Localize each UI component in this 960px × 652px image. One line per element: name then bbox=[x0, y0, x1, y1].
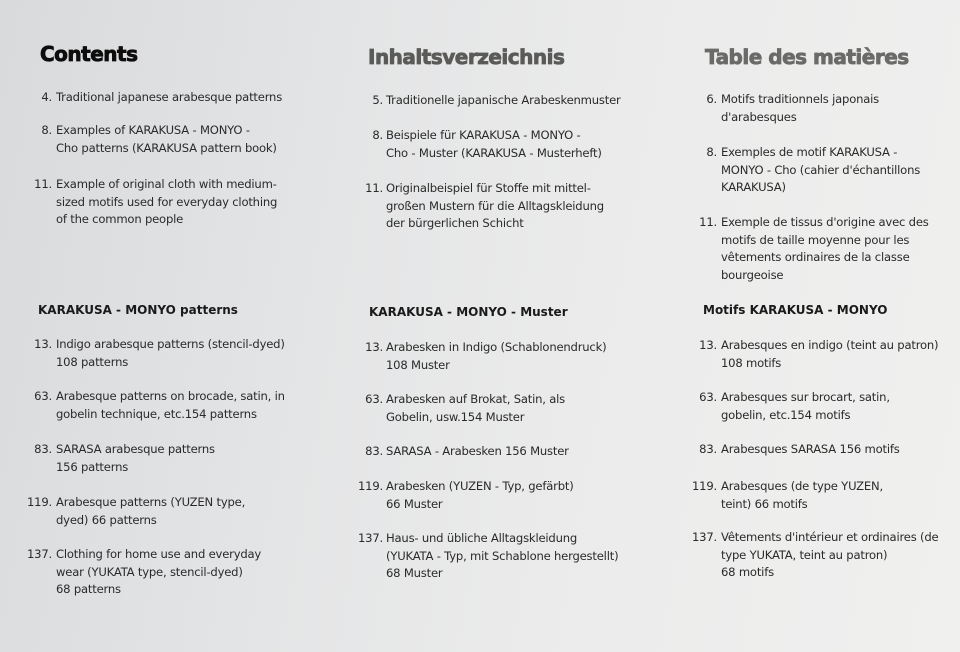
entry-line: bourgeoise bbox=[721, 267, 784, 282]
entry-line: Clothing for home use and everyday bbox=[56, 547, 262, 561]
entry-line: großen Mustern für die Alltagskleidung bbox=[386, 198, 604, 213]
page-number: 83. bbox=[699, 442, 717, 456]
entry-line: Exemples de motif KARAKUSA - bbox=[721, 145, 898, 159]
entry-line: Cho - Muster (KARAKUSA - Musterheft) bbox=[386, 145, 602, 160]
entry-line: dyed) 66 patterns bbox=[56, 512, 157, 527]
entry-line: Arabesken (YUZEN - Typ, gefärbt) bbox=[386, 479, 574, 493]
page-number: 137. bbox=[26, 547, 52, 561]
entry-text bbox=[56, 494, 245, 529]
page-number: 11. bbox=[365, 181, 383, 195]
page-number: 8. bbox=[372, 128, 383, 142]
entry-line: of the common people bbox=[56, 212, 184, 227]
entry-line: wear (YUKATA type, stencil-dyed) bbox=[56, 564, 243, 579]
entry-text bbox=[721, 529, 938, 582]
entry-line: MONYO - Cho (cahier d'échantillons bbox=[721, 162, 921, 177]
entry-text bbox=[721, 144, 920, 197]
entry-line: Examples of KARAKUSA - MONYO - bbox=[56, 123, 250, 137]
entry-text bbox=[386, 180, 604, 233]
page-number: 11. bbox=[34, 177, 52, 191]
entry-text bbox=[386, 339, 606, 374]
entry-text bbox=[721, 214, 929, 284]
entry-text bbox=[56, 122, 277, 157]
entry-line: Arabesques (de type YUZEN, bbox=[721, 479, 883, 493]
entry-line: d'arabesques bbox=[721, 109, 797, 124]
page-number: 11. bbox=[699, 215, 717, 229]
entry-text bbox=[56, 546, 261, 599]
page-number: 63. bbox=[365, 392, 383, 406]
entry-text bbox=[721, 337, 938, 372]
page-number: 13. bbox=[365, 340, 383, 354]
entry-text bbox=[386, 478, 574, 513]
entry-text bbox=[386, 92, 621, 110]
entry-line: type YUKATA, teint au patron) bbox=[721, 547, 888, 562]
entry-text bbox=[56, 89, 282, 107]
page-number: 119. bbox=[26, 495, 52, 509]
page-number: 119. bbox=[357, 479, 383, 493]
column-title: Contents bbox=[40, 42, 138, 66]
entry-text bbox=[56, 336, 285, 371]
entry-line: Traditionelle japanische Arabeskenmuster bbox=[386, 93, 621, 107]
entry-text bbox=[386, 391, 565, 426]
entry-line: Motifs traditionnels japonais bbox=[721, 92, 879, 106]
entry-line: vêtements ordinaires de la classe bbox=[721, 250, 910, 265]
entry-line: Arabesque patterns (YUZEN type, bbox=[56, 495, 246, 509]
page-number: 4. bbox=[41, 90, 52, 104]
entry-line: SARASA arabesque patterns bbox=[56, 442, 215, 456]
page-number: 5. bbox=[372, 93, 383, 107]
page-number: 83. bbox=[365, 444, 383, 458]
entry-line: teint) 66 motifs bbox=[721, 496, 808, 511]
entry-text bbox=[721, 91, 879, 126]
entry-line: 108 motifs bbox=[721, 355, 782, 370]
entry-line: 68 Muster bbox=[386, 566, 443, 581]
entry-line: Arabesques SARASA 156 motifs bbox=[721, 442, 900, 456]
page-number: 137. bbox=[357, 531, 383, 545]
page-number: 63. bbox=[699, 390, 717, 404]
section-heading: Motifs KARAKUSA - MONYO bbox=[703, 303, 888, 317]
entry-line: sized motifs used for everyday clothing bbox=[56, 194, 278, 209]
page-number: 8. bbox=[41, 123, 52, 137]
entry-text bbox=[386, 530, 618, 583]
entry-line: Originalbeispiel für Stoffe mit mittel- bbox=[386, 181, 591, 195]
entry-line: Beispiele für KARAKUSA - MONYO - bbox=[386, 128, 581, 142]
page-number: 8. bbox=[706, 145, 717, 159]
section-heading: KARAKUSA - MONYO - Muster bbox=[369, 305, 568, 319]
entry-line: Arabesque patterns on brocade, satin, in bbox=[56, 389, 285, 403]
entry-line: Cho patterns (KARAKUSA pattern book) bbox=[56, 140, 277, 155]
entry-text bbox=[721, 478, 883, 513]
column-title: Inhaltsverzeichnis bbox=[368, 45, 565, 69]
section-heading: KARAKUSA - MONYO patterns bbox=[38, 303, 238, 317]
column-title: Table des matières bbox=[705, 45, 909, 69]
page-number: 13. bbox=[699, 338, 717, 352]
entry-line: Arabesken auf Brokat, Satin, als bbox=[386, 392, 566, 406]
page-number: 63. bbox=[34, 389, 52, 403]
entry-line: Arabesques sur brocart, satin, bbox=[721, 390, 890, 404]
entry-text bbox=[386, 127, 602, 162]
page-number: 13. bbox=[34, 337, 52, 351]
entry-line: gobelin, etc.154 motifs bbox=[721, 407, 851, 422]
page-number: 6. bbox=[706, 92, 717, 106]
entry-text bbox=[56, 441, 215, 476]
entry-line: gobelin technique, etc.154 patterns bbox=[56, 406, 257, 421]
entry-line: Gobelin, usw.154 Muster bbox=[386, 409, 525, 424]
page-number: 119. bbox=[691, 479, 717, 493]
entry-line: Exemple de tissus d'origine avec des bbox=[721, 215, 929, 229]
entry-text bbox=[56, 176, 277, 229]
entry-line: (YUKATA - Typ, mit Schablone hergestellt) bbox=[386, 548, 619, 563]
entry-line: Indigo arabesque patterns (stencil-dyed) bbox=[56, 337, 285, 351]
entry-line: Arabesken in Indigo (Schablonendruck) bbox=[386, 340, 607, 354]
entry-line: 156 patterns bbox=[56, 459, 129, 474]
entry-line: Traditional japanese arabesque patterns bbox=[56, 90, 283, 104]
page-number: 83. bbox=[34, 442, 52, 456]
entry-text bbox=[721, 389, 890, 424]
entry-line: 66 Muster bbox=[386, 496, 443, 511]
entry-line: SARASA - Arabesken 156 Muster bbox=[386, 444, 569, 458]
entry-text bbox=[56, 388, 285, 423]
entry-line: Arabesques en indigo (teint au patron) bbox=[721, 338, 939, 352]
entry-line: der bürgerlichen Schicht bbox=[386, 216, 524, 231]
entry-text bbox=[386, 443, 569, 461]
entry-line: 68 motifs bbox=[721, 565, 774, 580]
entry-line: 108 Muster bbox=[386, 357, 450, 372]
entry-line: Example of original cloth with medium- bbox=[56, 177, 277, 191]
entry-line: 68 patterns bbox=[56, 582, 121, 597]
entry-line: KARAKUSA) bbox=[721, 180, 786, 195]
entry-text bbox=[721, 441, 900, 459]
entry-line: Vêtements d'intérieur et ordinaires (de bbox=[721, 530, 939, 544]
page-number: 137. bbox=[691, 530, 717, 544]
entry-line: motifs de taille moyenne pour les bbox=[721, 232, 910, 247]
entry-line: 108 patterns bbox=[56, 354, 129, 369]
entry-line: Haus- und übliche Alltagskleidung bbox=[386, 531, 578, 545]
